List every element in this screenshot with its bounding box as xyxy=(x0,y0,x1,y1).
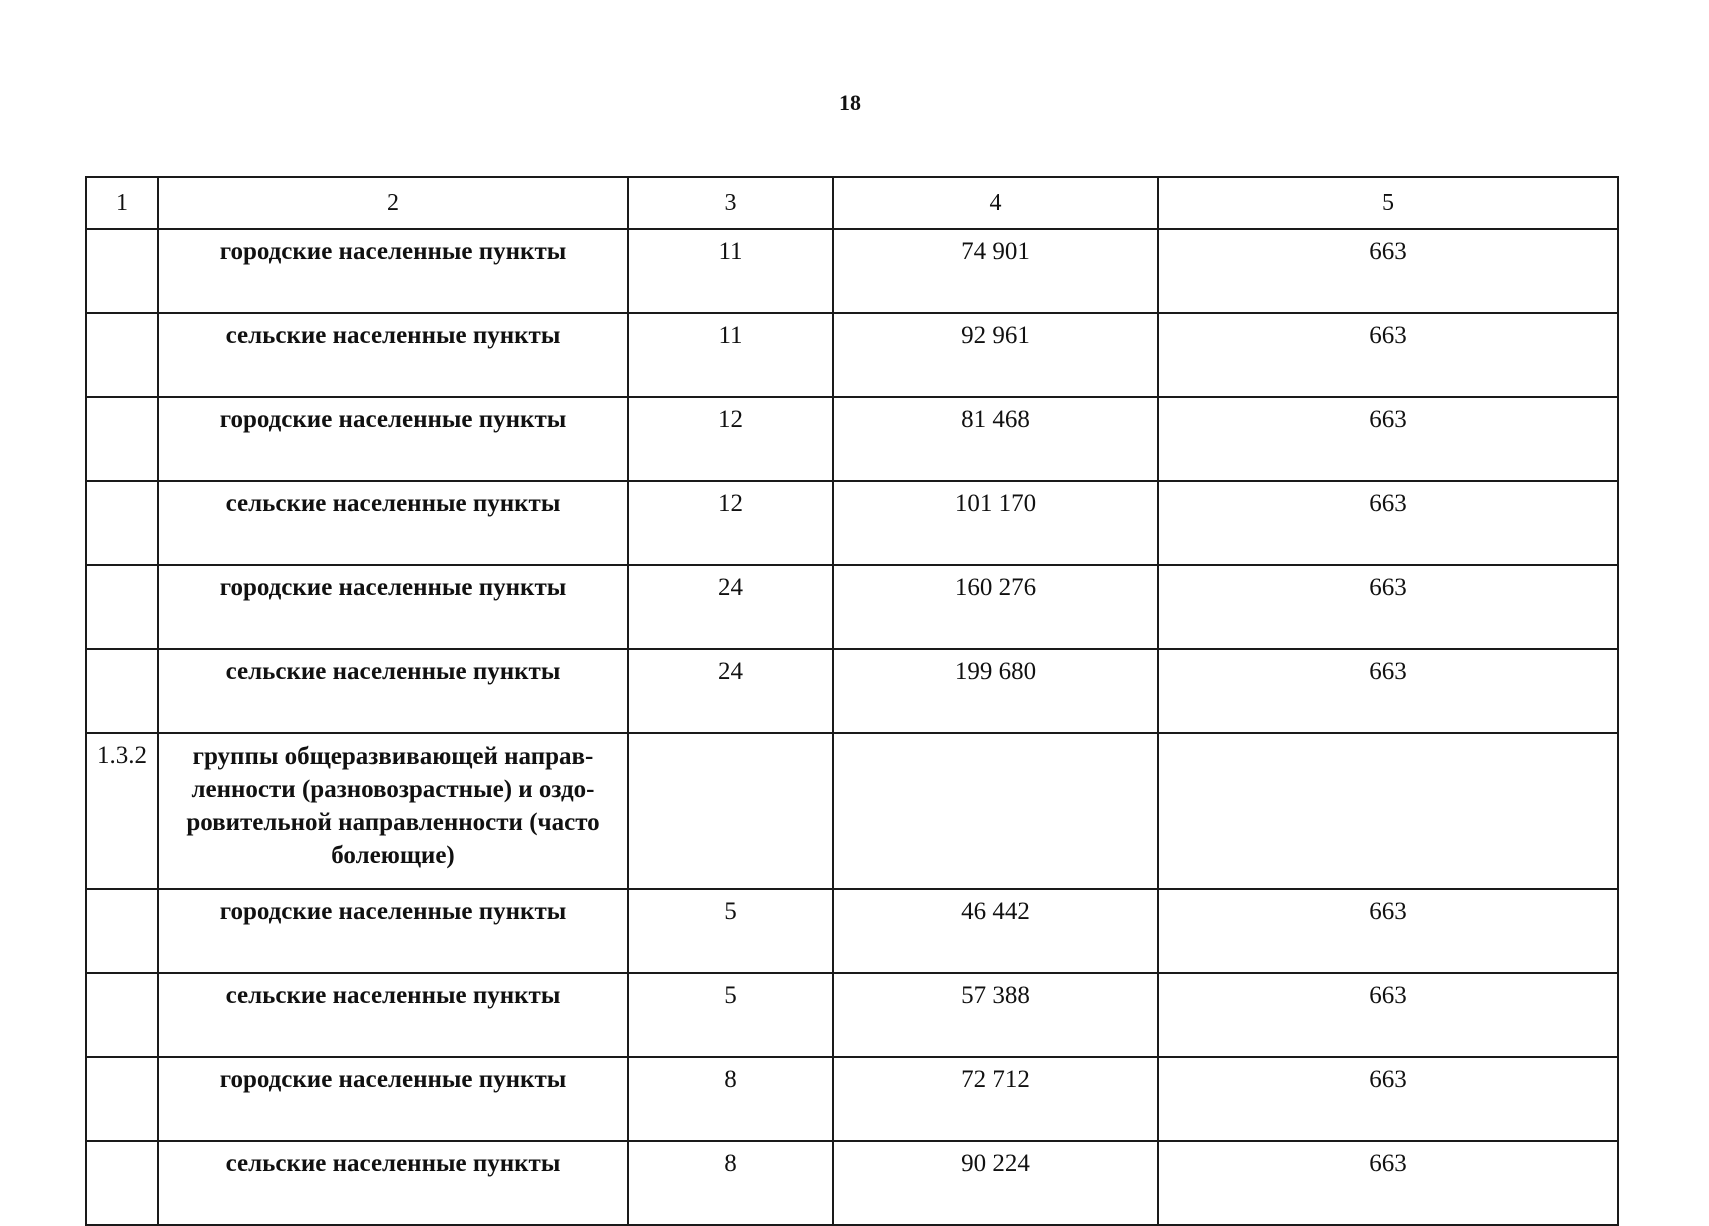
value-cell-col4: 90 224 xyxy=(833,1141,1158,1225)
row-number-cell xyxy=(86,1057,158,1141)
value-cell-col4: 57 388 xyxy=(833,973,1158,1057)
table-row xyxy=(86,313,1618,397)
section-row xyxy=(86,733,1618,889)
table-row xyxy=(86,481,1618,565)
row-number-cell xyxy=(86,973,158,1057)
table-row xyxy=(86,229,1618,313)
value-cell-col3: 8 xyxy=(628,1057,833,1141)
value-cell-col4: 101 170 xyxy=(833,481,1158,565)
value-cell-col5: 663 xyxy=(1158,1141,1618,1225)
row-number-cell xyxy=(86,1141,158,1225)
row-number-cell xyxy=(86,565,158,649)
value-cell-col5 xyxy=(1158,733,1618,889)
column-header-2: 2 xyxy=(158,177,628,229)
table-row xyxy=(86,649,1618,733)
value-cell-col3: 24 xyxy=(628,565,833,649)
value-cell-col5: 663 xyxy=(1158,481,1618,565)
row-number-cell xyxy=(86,649,158,733)
value-cell-col3 xyxy=(628,733,833,889)
row-number-cell xyxy=(86,481,158,565)
table-row xyxy=(86,1057,1618,1141)
column-header-4: 4 xyxy=(833,177,1158,229)
value-cell-col5: 663 xyxy=(1158,565,1618,649)
value-cell-col5: 663 xyxy=(1158,889,1618,973)
settlement-type-cell: сельские населенные пункты xyxy=(158,649,628,733)
value-cell-col4: 81 468 xyxy=(833,397,1158,481)
settlement-type-cell: городские населенные пункты xyxy=(158,397,628,481)
settlement-type-cell: сельские населенные пункты xyxy=(158,313,628,397)
value-cell-col3: 11 xyxy=(628,229,833,313)
row-number-cell xyxy=(86,313,158,397)
settlement-type-cell: городские населенные пункты xyxy=(158,889,628,973)
value-cell-col3: 11 xyxy=(628,313,833,397)
table-row xyxy=(86,1141,1618,1225)
table-row xyxy=(86,973,1618,1057)
section-title-line: ровительной направленности (часто xyxy=(186,809,600,836)
value-cell-col3: 5 xyxy=(628,889,833,973)
column-header-5: 5 xyxy=(1158,177,1618,229)
value-cell-col3: 12 xyxy=(628,397,833,481)
column-header-3: 3 xyxy=(628,177,833,229)
section-title-cell xyxy=(158,733,628,889)
settlement-type-cell: городские населенные пункты xyxy=(158,229,628,313)
value-cell-col4: 74 901 xyxy=(833,229,1158,313)
value-cell-col4: 92 961 xyxy=(833,313,1158,397)
value-cell-col4: 72 712 xyxy=(833,1057,1158,1141)
table-row xyxy=(86,397,1618,481)
value-cell-col4: 46 442 xyxy=(833,889,1158,973)
value-cell-col5: 663 xyxy=(1158,973,1618,1057)
table-row xyxy=(86,565,1618,649)
value-cell-col5: 663 xyxy=(1158,649,1618,733)
section-title-line: болеющие) xyxy=(331,842,455,869)
value-cell-col4: 199 680 xyxy=(833,649,1158,733)
value-cell-col4: 160 276 xyxy=(833,565,1158,649)
section-title-line: ленности (разновозрастные) и оздо- xyxy=(191,776,595,803)
value-cell-col5: 663 xyxy=(1158,313,1618,397)
settlement-type-cell: городские населенные пункты xyxy=(158,565,628,649)
value-cell-col3: 8 xyxy=(628,1141,833,1225)
value-cell-col4 xyxy=(833,733,1158,889)
value-cell-col3: 24 xyxy=(628,649,833,733)
value-cell-col5: 663 xyxy=(1158,229,1618,313)
settlement-type-cell: сельские населенные пункты xyxy=(158,481,628,565)
row-number-cell xyxy=(86,229,158,313)
value-cell-col5: 663 xyxy=(1158,1057,1618,1141)
value-cell-col3: 12 xyxy=(628,481,833,565)
table-header-row xyxy=(86,177,1618,229)
settlement-type-cell: городские населенные пункты xyxy=(158,1057,628,1141)
section-number-cell: 1.3.2 xyxy=(86,733,158,889)
section-title-line: группы общеразвивающей направ- xyxy=(192,743,594,770)
data-table xyxy=(85,176,1619,1226)
value-cell-col3: 5 xyxy=(628,973,833,1057)
settlement-type-cell: сельские населенные пункты xyxy=(158,973,628,1057)
page-number: 18 xyxy=(839,90,861,115)
column-header-1: 1 xyxy=(86,177,158,229)
table-row xyxy=(86,889,1618,973)
settlement-type-cell: сельские населенные пункты xyxy=(158,1141,628,1225)
value-cell-col5: 663 xyxy=(1158,397,1618,481)
row-number-cell xyxy=(86,889,158,973)
row-number-cell xyxy=(86,397,158,481)
